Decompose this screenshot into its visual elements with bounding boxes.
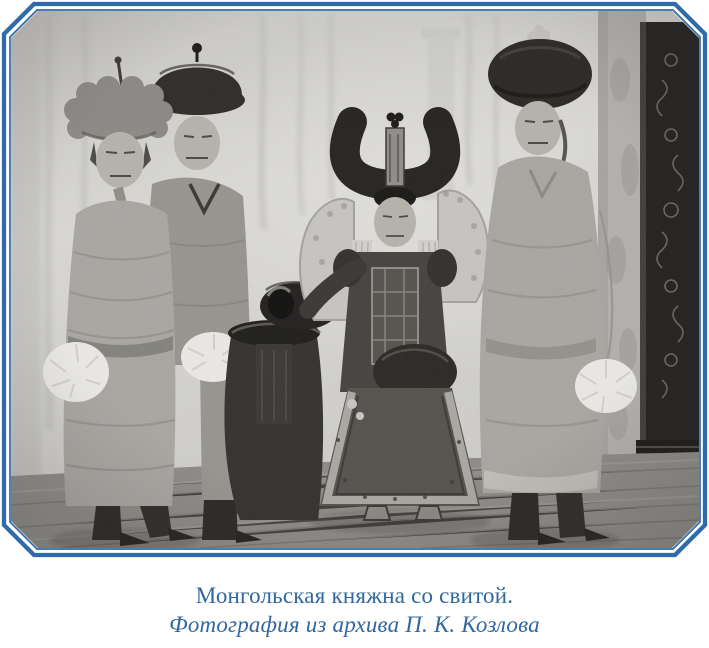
photo-scene	[11, 11, 702, 552]
caption-line-1: Монгольская княжна со свитой.	[195, 583, 514, 608]
caption-line-2: Фотография из архива П. К. Козлова	[169, 612, 540, 637]
film-grain	[11, 11, 699, 548]
caption	[0, 581, 709, 639]
